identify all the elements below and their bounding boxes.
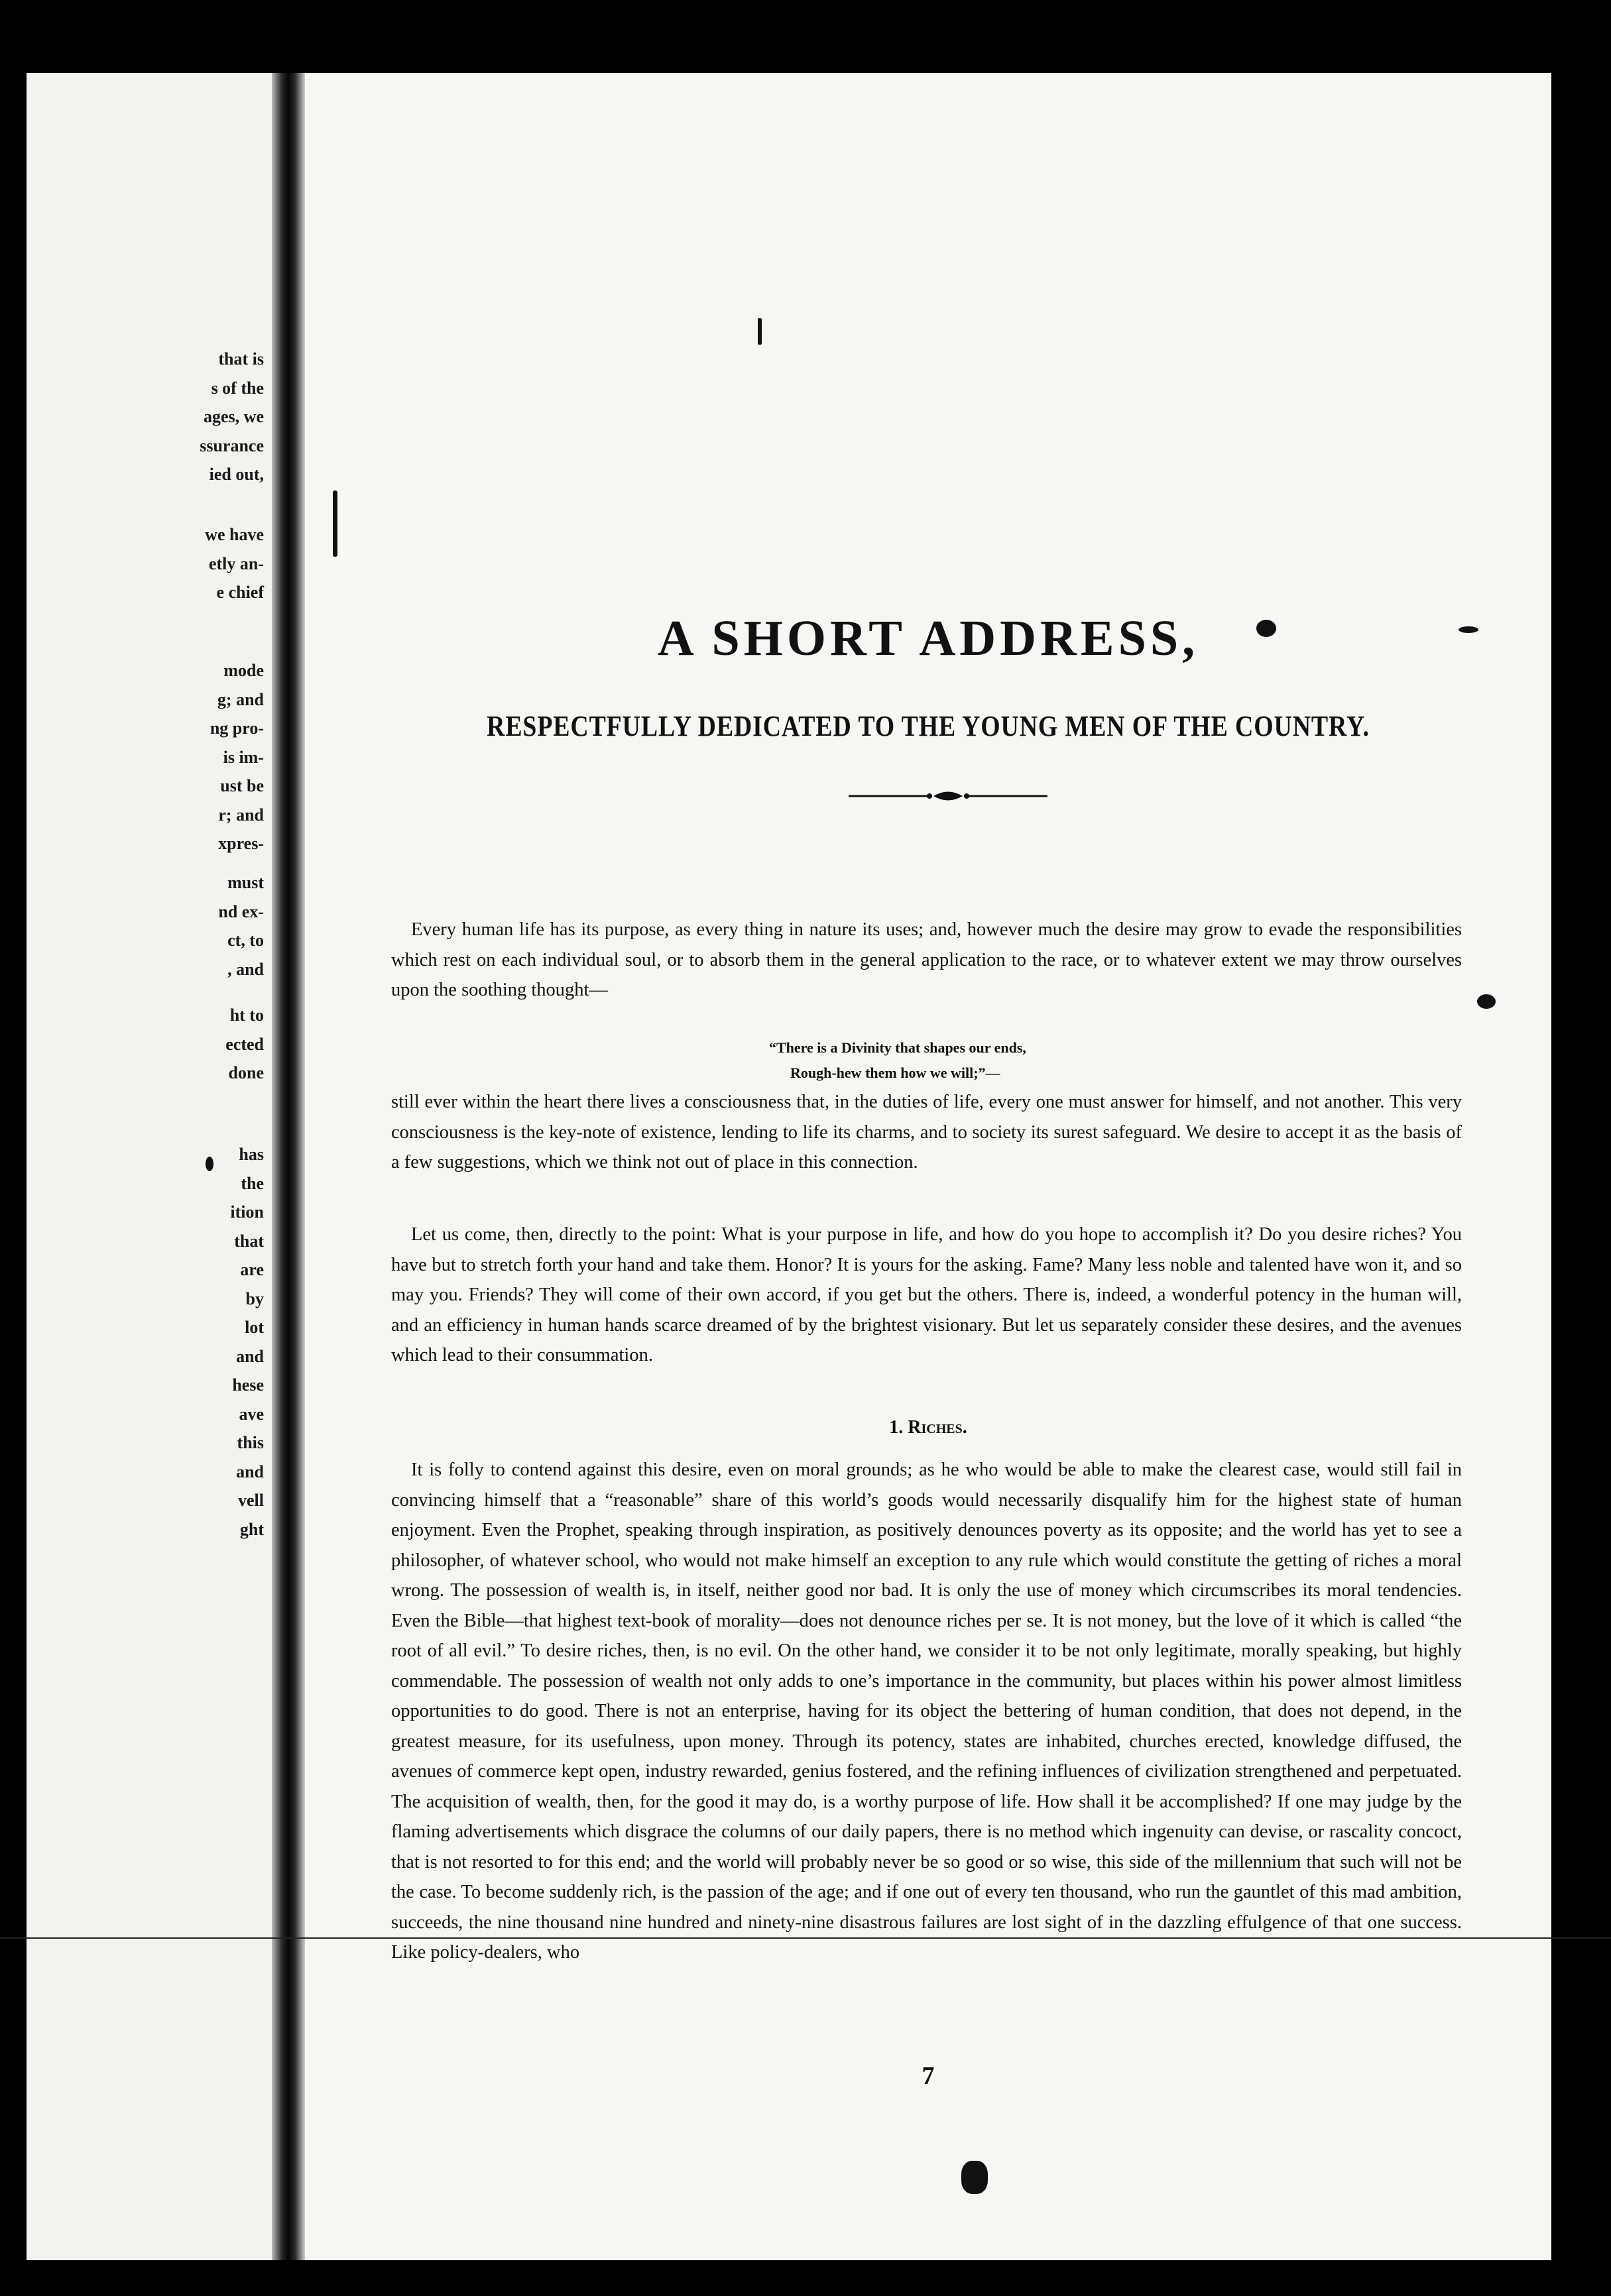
scan-speck: [1477, 994, 1496, 1009]
facing-page-line: s of the: [211, 378, 264, 398]
facing-page-line: that: [234, 1231, 264, 1251]
scan-speck: [1459, 626, 1478, 633]
facing-page-line: ition: [230, 1202, 264, 1222]
facing-page-line: is im-: [223, 747, 264, 767]
quote-line: “There is a Divinity that shapes our ends,: [769, 1039, 1026, 1056]
facing-page-text-block: [145, 520, 264, 607]
scan-border-left: [0, 0, 27, 2296]
facing-page-line: r; and: [218, 805, 264, 825]
lead-paragraph-text: Let us come, then, directly to the point: What is your purpose in life, and how do you hope to accomplish it? Do you desire riches? You have but to stretch forth your hand and take them. Honor? It is yours for the asking. Fame? Many less noble and talented have won it, and so may you. Friends? They will come of their own accord, if you get but the others. There is, indeed, a wonderful potency in the human will, and an efficiency in human hands scarce dreamed of by the brightest visionary. But let us separately consider these desires, and the avenues which lead to their consummation.: [391, 1224, 1462, 1365]
facing-page-line: ght: [239, 1519, 264, 1539]
ornament-divider-icon: [849, 786, 1047, 806]
scan-speck: [961, 2161, 988, 2194]
scan-speck: [1256, 620, 1276, 637]
binding-gutter: [272, 73, 305, 2260]
facing-page-line: etly an-: [208, 553, 264, 573]
facing-page-text-block: [145, 656, 264, 858]
facing-page-line: ied out,: [209, 465, 264, 484]
facing-page-line: g; and: [217, 689, 264, 709]
section-heading: [305, 1417, 1551, 1438]
scan-artifact-line: [0, 1937, 1611, 1939]
facing-page-line: vell: [238, 1491, 264, 1510]
facing-page-line: xpres-: [218, 834, 264, 853]
scan-border-bottom: [0, 2260, 1611, 2296]
facing-page-text-block: [145, 345, 264, 489]
page-number: 7: [922, 2062, 935, 2090]
main-page: [305, 73, 1551, 2260]
section-number: 1.: [889, 1417, 904, 1438]
facing-page-line: ected: [225, 1034, 264, 1054]
facing-page-line: we have: [205, 525, 264, 544]
facing-page-line: this: [237, 1433, 264, 1452]
facing-page-line: ng pro-: [209, 718, 264, 738]
facing-page-text-block: [145, 1140, 264, 1544]
facing-page-line: ssurance: [200, 435, 264, 455]
block-quote: [769, 1035, 1026, 1086]
scan-speck: [206, 1157, 213, 1171]
riches-paragraph: [391, 1455, 1462, 1968]
facing-page-line: ages, we: [204, 407, 264, 426]
intro-paragraph: [391, 915, 1462, 1005]
facing-page-line: ust be: [220, 776, 264, 795]
facing-page-line: ht to: [229, 1005, 264, 1025]
facing-page-line: must: [227, 873, 264, 892]
facing-page-line: the: [241, 1173, 264, 1193]
facing-page-text-block: [145, 1001, 264, 1088]
lead-paragraph: [391, 1220, 1462, 1371]
facing-page-line: done: [228, 1063, 264, 1082]
riches-paragraph-text: It is folly to contend against this desire, even on moral grounds; as he who would be able to make the clearest case, would still fail in convincing himself that a “reasonable” share of this world’s goods would necessarily disqualify him for the highest state of human enjoyment. Even the Prophet, speaking through inspiration, as positively denounces poverty as its opposite; and the world has yet to see a philosopher, of whatever school, who would not make himself an exception to any rule which would constitute the getting of riches a moral wrong. The possession of wealth is, in itself, neither good nor bad. It is only the use of money which circumscribes its moral tendencies. Even the Bible—that highest text-book of morality—does not denounce riches per se. It is not money, but the love of it which is called “the root of all evil.” To desire riches, then, is no evil. On the other hand, we consider it to be not only legitimate, morally speaking, but highly commendable. The possession of wealth not only adds to one’s importance in the community, but places within his power almost limitless opportunities to do good. There is not an enterprise, having for its object the bettering of human condition, that does not depend, in the greatest measure, for its usefulness, upon money. Through its potency, states are inhabited, churches erected, knowledge diffused, the avenues of commerce kept open, industry rewarded, genius fostered, and the refining influences of civilization strengthened and perpetuated. The acquisition of wealth, then, for the good it may do, is a worthy purpose of life. How shall it be accomplished? If one may judge by the flaming advertisements which disgrace the columns of our daily papers, there is no method which ingenuity can devise, or rascality concoct, that is not resorted to for this end; and the world will probably never be so good or so wise, this side of the millennium that such will not be the case. To become suddenly rich, is the passion of the age; and if one out of every ten thousand, who run the gauntlet of this mad ambition, succeeds, the nine thousand nine hundred and ninety-nine disastrous failures are lost sight of in the dazzling effulgence of that one success. Like policy-dealers, who: [391, 1460, 1462, 1963]
facing-page-line: mode: [223, 661, 264, 680]
scan-border-right: [1551, 0, 1611, 2296]
page-subtitle: RESPECTFULLY DEDICATED TO THE YOUNG MEN OF THE COUNTRY.: [487, 710, 1370, 742]
facing-page-line: e chief: [216, 583, 264, 602]
section-title: Riches.: [908, 1417, 967, 1438]
facing-page-strip: [27, 73, 272, 2260]
scan-border-top: [0, 0, 1611, 73]
facing-page-line: by: [245, 1289, 264, 1308]
facing-page-line: ct, to: [227, 931, 264, 950]
facing-page-line: that is: [218, 349, 264, 369]
facing-page-line: and: [236, 1346, 264, 1366]
facing-page-line: ave: [239, 1404, 264, 1424]
quote-line: Rough-hew them how we will;”—: [790, 1064, 1000, 1081]
scan-speck: [758, 318, 762, 345]
facing-page-line: lot: [245, 1318, 264, 1337]
facing-page-line: hese: [232, 1375, 264, 1395]
facing-page-text-block: [145, 868, 264, 984]
facing-page-line: are: [240, 1260, 264, 1279]
facing-page-line: has: [239, 1145, 264, 1164]
scan-speck: [333, 490, 337, 557]
facing-page-line: and: [236, 1462, 264, 1481]
intro-continuation: [391, 1087, 1462, 1178]
intro-paragraph-text: Every human life has its purpose, as every thing in nature its uses; and, however much the desire may grow to evade the responsibilities which rest on each individual soul, or to absorb them in the general application to the race, or to whatever extent we may throw ourselves upon the soothing thought—: [391, 919, 1462, 1000]
intro-continuation-text: still ever within the heart there lives a consciousness that, in the duties of life, every one must answer for himself, and not another. This very consciousness is the key-note of existence, lending to life its charms, and to society its surest safeguard. We desire to accept it as the basis of a few suggestions, which we think not out of place in this connection.: [391, 1092, 1462, 1173]
facing-page-line: nd ex-: [218, 901, 264, 921]
page-title: A SHORT ADDRESS,: [657, 610, 1199, 666]
facing-page-line: , and: [227, 959, 264, 979]
